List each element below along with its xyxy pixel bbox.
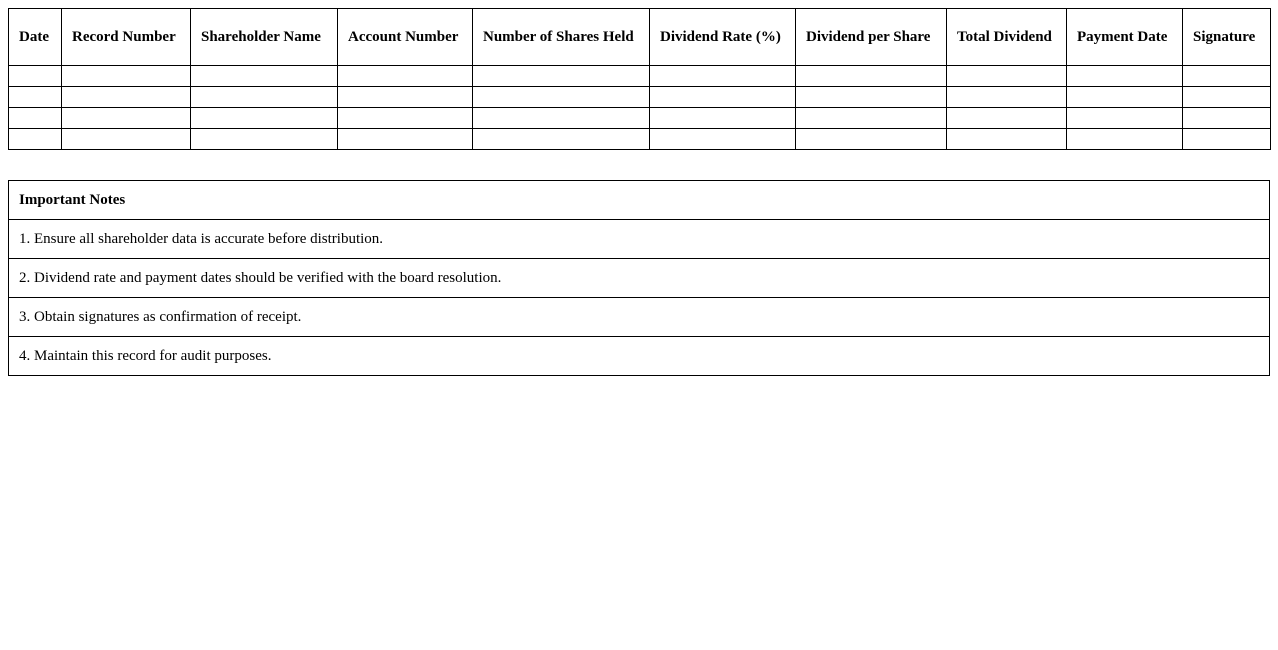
column-header-dividend-per-share: Dividend per Share	[796, 9, 947, 66]
table-cell[interactable]	[338, 108, 473, 129]
table-cell[interactable]	[9, 66, 62, 87]
table-cell[interactable]	[650, 66, 796, 87]
table-header-row	[9, 9, 1271, 66]
column-header-shares-held: Number of Shares Held	[473, 9, 650, 66]
table-cell[interactable]	[1067, 129, 1183, 150]
table-cell[interactable]	[947, 108, 1067, 129]
table-cell[interactable]	[1067, 66, 1183, 87]
table-row	[9, 129, 1271, 150]
table-cell[interactable]	[796, 108, 947, 129]
table-cell[interactable]	[338, 87, 473, 108]
note-item: 3. Obtain signatures as confirmation of receipt.	[9, 298, 1270, 337]
table-cell[interactable]	[1183, 66, 1271, 87]
column-header-date: Date	[9, 9, 62, 66]
table-cell[interactable]	[650, 87, 796, 108]
table-cell[interactable]	[650, 108, 796, 129]
important-notes-table	[8, 180, 1270, 376]
table-cell[interactable]	[796, 129, 947, 150]
table-cell[interactable]	[473, 66, 650, 87]
table-row	[9, 108, 1271, 129]
table-cell[interactable]	[62, 87, 191, 108]
column-header-payment-date: Payment Date	[1067, 9, 1183, 66]
note-item: 4. Maintain this record for audit purposes.	[9, 337, 1270, 376]
table-cell[interactable]	[191, 129, 338, 150]
column-header-signature: Signature	[1183, 9, 1271, 66]
table-cell[interactable]	[473, 87, 650, 108]
table-row	[9, 87, 1271, 108]
list-item	[9, 220, 1270, 259]
table-cell[interactable]	[1183, 87, 1271, 108]
list-item	[9, 298, 1270, 337]
table-cell[interactable]	[947, 129, 1067, 150]
column-header-record-number: Record Number	[62, 9, 191, 66]
table-cell[interactable]	[473, 108, 650, 129]
note-item: 1. Ensure all shareholder data is accurate before distribution.	[9, 220, 1270, 259]
table-cell[interactable]	[62, 108, 191, 129]
table-cell[interactable]	[191, 108, 338, 129]
table-cell[interactable]	[338, 66, 473, 87]
table-cell[interactable]	[796, 66, 947, 87]
notes-heading-row	[9, 181, 1270, 220]
table-cell[interactable]	[191, 66, 338, 87]
table-cell[interactable]	[1183, 108, 1271, 129]
table-cell[interactable]	[62, 129, 191, 150]
notes-heading: Important Notes	[9, 181, 1270, 220]
table-cell[interactable]	[1067, 87, 1183, 108]
table-cell[interactable]	[947, 87, 1067, 108]
column-header-account-number: Account Number	[338, 9, 473, 66]
dividend-register-table	[8, 8, 1271, 150]
table-cell[interactable]	[9, 108, 62, 129]
table-cell[interactable]	[650, 129, 796, 150]
column-header-dividend-rate: Dividend Rate (%)	[650, 9, 796, 66]
table-cell[interactable]	[473, 129, 650, 150]
table-cell[interactable]	[1067, 108, 1183, 129]
table-cell[interactable]	[338, 129, 473, 150]
table-cell[interactable]	[191, 87, 338, 108]
dividend-distribution-sheet	[8, 8, 1270, 376]
table-cell[interactable]	[62, 66, 191, 87]
note-item: 2. Dividend rate and payment dates should be verified with the board resolution.	[9, 259, 1270, 298]
column-header-total-dividend: Total Dividend	[947, 9, 1067, 66]
table-cell[interactable]	[796, 87, 947, 108]
list-item	[9, 259, 1270, 298]
column-header-shareholder-name: Shareholder Name	[191, 9, 338, 66]
table-cell[interactable]	[9, 129, 62, 150]
list-item	[9, 337, 1270, 376]
table-cell[interactable]	[947, 66, 1067, 87]
table-cell[interactable]	[1183, 129, 1271, 150]
table-row	[9, 66, 1271, 87]
table-cell[interactable]	[9, 87, 62, 108]
